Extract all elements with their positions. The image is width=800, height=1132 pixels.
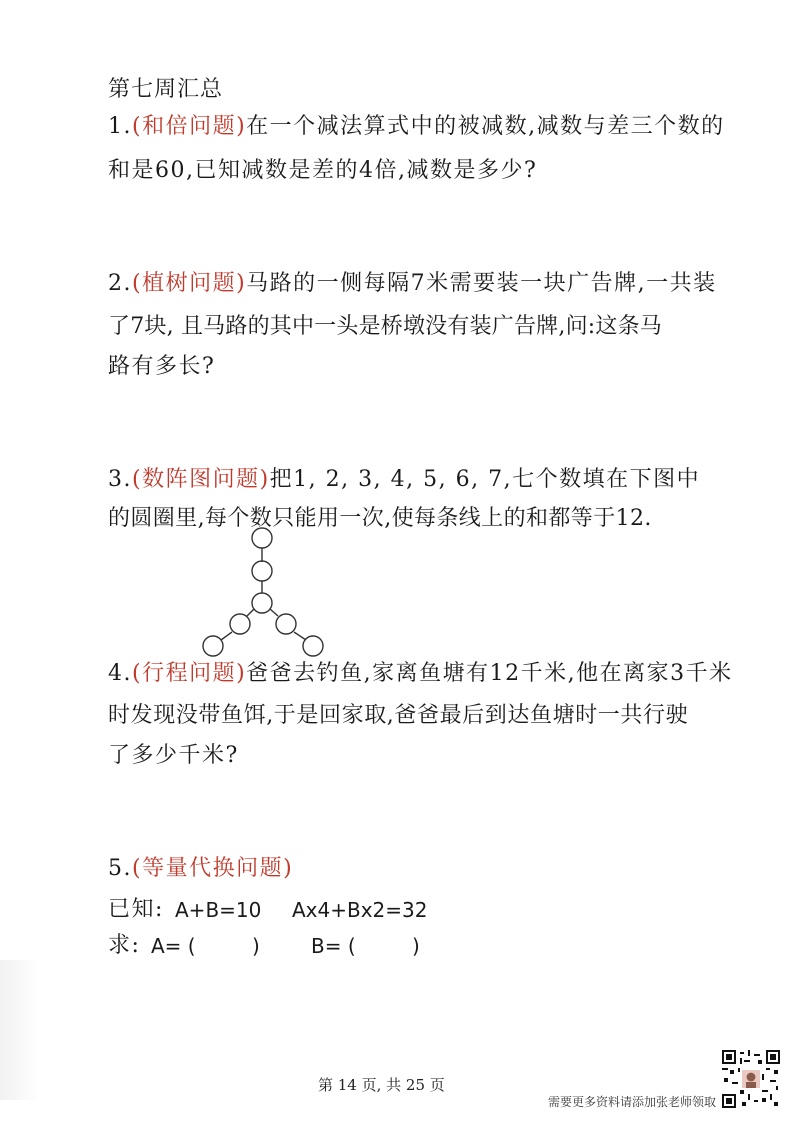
circle-slot[interactable]: [276, 614, 296, 634]
question-4-line-2: 时发现没带鱼饵,于是回家取,爸爸最后到达鱼塘时一共行驶: [108, 703, 689, 728]
circle-slot[interactable]: [252, 528, 272, 548]
question-number: 5.: [108, 856, 132, 881]
question-text: 在一个减法算式中的被减数,减数与差三个数的: [246, 114, 725, 139]
question-number: 1.: [108, 114, 132, 139]
question-tag: (植树问题): [132, 271, 247, 296]
question-text: 爸爸去钓鱼,家离鱼塘有12千米,他在离家3千米: [246, 661, 733, 686]
circle-slot[interactable]: [252, 561, 272, 581]
question-text: 马路的一侧每隔7米需要装一块广告牌,一共装: [246, 271, 717, 296]
circle-slot[interactable]: [303, 636, 323, 656]
page-number: 第 14 页, 共 25 页: [318, 1076, 445, 1094]
question-1-line-2: 和是60,已知减数是差的4倍,减数是多少?: [108, 158, 538, 183]
question-number: 4.: [108, 661, 132, 686]
question-number: 2.: [108, 271, 132, 296]
page-title: 第七周汇总: [108, 77, 224, 102]
given-label: 已知:: [108, 897, 164, 922]
question-tag: (数阵图问题): [132, 467, 270, 492]
number-array-diagram: [195, 520, 335, 660]
circle-slot[interactable]: [252, 593, 272, 613]
answer-b-close: ): [412, 934, 420, 958]
question-4-line-1: [108, 660, 733, 688]
equation-2: Ax4+Bx2=32: [292, 898, 428, 922]
question-tag: (行程问题): [132, 661, 247, 686]
answer-a-blank[interactable]: [205, 930, 247, 958]
qr-code-icon[interactable]: [722, 1050, 780, 1108]
question-text: 把1, 2, 3, 4, 5, 6, 7,七个数填在下图中: [269, 467, 701, 492]
scan-shadow: [0, 960, 40, 1100]
question-tag: (等量代换问题): [132, 856, 294, 881]
find-label: 求:: [108, 933, 141, 958]
answer-a-close: ): [252, 934, 260, 958]
circle-slot[interactable]: [230, 614, 250, 634]
question-2-line-1: [108, 270, 717, 298]
question-1-line-1: [108, 113, 725, 141]
answer-b-blank[interactable]: [362, 930, 408, 958]
question-number: 3.: [108, 467, 132, 492]
question-2-line-2: 了7块, 且马路的其中一头是桥墩没有装广告牌,问:这条马: [108, 314, 662, 339]
question-2-line-3: 路有多长?: [108, 354, 216, 379]
question-tag: (和倍问题): [132, 114, 247, 139]
question-3-line-2: 的圆圈里,每个数只能用一次,使每条线上的和都等于12.: [108, 506, 652, 531]
answer-a-open: A= (: [151, 934, 196, 958]
circle-slot[interactable]: [203, 636, 223, 656]
question-4-line-3: 了多少千米?: [108, 743, 239, 768]
contact-note: 需要更多资料请添加张老师领取: [548, 1095, 717, 1109]
question-3-line-1: [108, 466, 700, 494]
equation-1: A+B=10: [175, 898, 262, 922]
question-5-line-1: [108, 855, 293, 883]
answer-b-open: B= (: [311, 934, 356, 958]
